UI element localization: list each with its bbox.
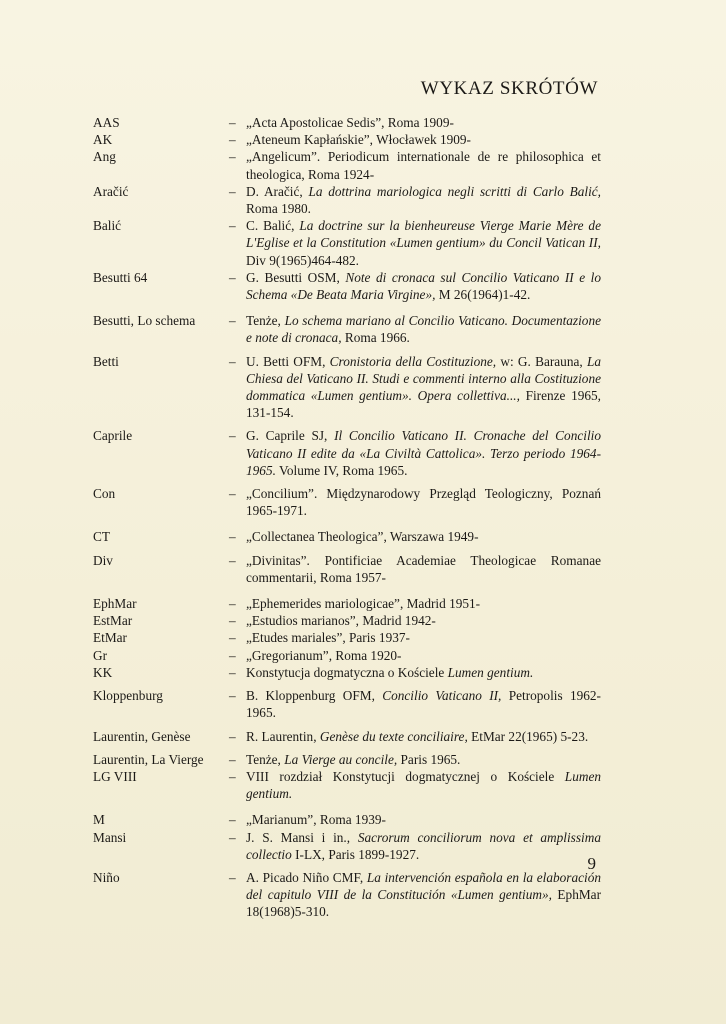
entry-dash: – (229, 812, 236, 828)
italic-title-text: La Vierge au concile, (284, 751, 398, 767)
abbreviation-description (246, 131, 601, 148)
abbreviation-description (246, 612, 601, 629)
entry-dash: – (229, 428, 236, 444)
abbreviation-entry (93, 829, 601, 863)
entry-dash: – (229, 115, 236, 130)
entry-dash: – (229, 647, 236, 663)
description-text: U. Betti OFM, (246, 353, 330, 369)
abbreviation-entry (93, 269, 601, 303)
description-text: G. Besutti OSM, (246, 269, 346, 285)
description-text: VIII rozdział Konstytucji dogmatycznej o Kościele (246, 768, 565, 784)
abbreviation-entry (93, 595, 601, 612)
description-text: M 26(1964)1-42. (435, 287, 531, 303)
abbreviation-description (246, 768, 601, 802)
abbreviation-entry (93, 751, 601, 768)
abbreviation-description (246, 629, 601, 646)
abbreviation-description (246, 528, 601, 545)
description-text: Tenże, (246, 313, 285, 329)
entry-dash: – (229, 664, 236, 680)
italic-title-text: Note di cronaca sul Concilio Vaticano II e lo Schema «De Beata Maria Virgine», (246, 269, 601, 303)
description-text: I-LX, Paris 1899-1927. (291, 846, 420, 862)
abbreviation-entry (93, 183, 601, 217)
abbreviation-term: EtMar (93, 630, 127, 646)
abbreviation-entry (93, 131, 601, 148)
abbreviation-description (246, 312, 601, 346)
abbreviation-entry (93, 687, 601, 721)
abbreviation-term: Laurentin, Genèse (93, 728, 191, 744)
entry-dash: – (229, 869, 236, 885)
entry-dash: – (229, 728, 236, 744)
abbreviation-description (246, 148, 601, 182)
description-text: C. Balić, (246, 218, 300, 234)
abbreviation-term: Besutti 64 (93, 269, 148, 285)
abbreviation-entry (93, 353, 601, 422)
description-text: „Marianum”, Roma 1939- (246, 812, 386, 828)
abbreviation-term: EphMar (93, 596, 137, 612)
abbreviation-term: Balić (93, 218, 122, 234)
description-text: Roma 1980. (246, 201, 312, 217)
abbreviation-term: Niño (93, 869, 120, 885)
entry-dash: – (229, 149, 236, 165)
entry-dash: – (229, 630, 236, 646)
description-text: Paris 1965. (397, 751, 461, 767)
abbreviation-term: M (93, 812, 105, 828)
entry-dash: – (229, 269, 236, 285)
entry-dash: – (229, 183, 236, 199)
abbreviation-term: LG VIII (93, 768, 137, 784)
italic-title-text: La doctrine sur la bienheureuse Vierge Marie Mère de L'Eglise et la Constitution «Lumen gentium» du Concil Vatican II, (246, 218, 601, 251)
abbreviation-description (246, 217, 601, 269)
entry-dash: – (229, 768, 236, 784)
description-text: D. Aračić, (246, 183, 309, 199)
description-text: Roma 1966. (341, 330, 410, 346)
description-text: „Acta Apostolicae Sedis”, Roma 1909- (246, 115, 454, 130)
abbreviation-term: KK (93, 664, 113, 680)
abbreviation-description (246, 869, 601, 921)
entry-dash: – (229, 552, 236, 568)
abbreviation-term: Laurentin, La Vierge (93, 751, 204, 767)
abbreviation-entry (93, 612, 601, 629)
italic-title-text: Il Concilio Vaticano II. Cronache del Concilio Vaticano II edite da «La Civiltà Cattolica». Terzo periodo 1964-1965. (246, 428, 601, 478)
abbreviation-term: EstMar (93, 613, 133, 629)
abbreviation-entry (93, 811, 601, 828)
description-text: „Concilium”. Międzynarodowy Przegląd Teologiczny, Poznań 1965-1971. (246, 486, 601, 519)
abbreviation-entry (93, 427, 601, 479)
italic-title-text: Genèse du texte conciliaire, (319, 728, 468, 744)
abbreviation-term: Con (93, 486, 116, 502)
abbreviation-description (246, 183, 601, 217)
abbreviation-term: Ang (93, 149, 116, 165)
italic-title-text: Cronistoria della Costituzione, (329, 353, 497, 369)
description-text: B. Kloppenburg OFM, (246, 688, 383, 704)
abbreviation-entry (93, 217, 601, 269)
abbreviation-description (246, 114, 601, 131)
description-text: „Gregorianum”, Roma 1920- (246, 647, 402, 663)
abbreviation-entry (93, 869, 601, 921)
description-text: R. Laurentin, (246, 728, 320, 744)
abbreviation-entry (93, 629, 601, 646)
description-text: Petropolis 1962-1965. (246, 688, 601, 721)
description-text: „Ephemerides mariologicae”, Madrid 1951- (246, 596, 481, 612)
italic-title-text: Lo schema mariano al Concilio Vaticano. Documentazione e note di cronaca, (246, 313, 601, 346)
abbreviation-description (246, 427, 601, 479)
italic-title-text: La Chiesa del Vaticano II. Studi e commenti interno alla Costituzione dommatica «Lumen gentium». Opera collettiva..., (246, 353, 601, 404)
abbreviation-term: CT (93, 529, 110, 545)
entry-dash: – (229, 829, 236, 845)
abbreviation-description (246, 751, 601, 768)
entry-dash: – (229, 613, 236, 629)
abbreviation-entry (93, 728, 601, 745)
page-title: WYKAZ SKRÓTÓW (420, 78, 598, 99)
abbreviation-entry (93, 148, 601, 182)
abbreviation-entry (93, 114, 601, 131)
abbreviation-term: AAS (93, 115, 120, 130)
abbreviation-description (246, 485, 601, 519)
entry-dash: – (229, 132, 236, 148)
abbreviation-description (246, 552, 601, 586)
entry-dash: – (229, 313, 236, 329)
abbreviation-entry (93, 664, 601, 681)
abbreviation-description (246, 353, 601, 422)
italic-title-text: La dottrina mariologica negli scritti di Carlo Balić, (308, 183, 601, 199)
abbreviation-description (246, 829, 601, 863)
abbreviation-entry (93, 647, 601, 664)
entry-dash: – (229, 688, 236, 704)
abbreviation-description (246, 269, 601, 303)
abbreviation-term: Gr (93, 647, 108, 663)
description-text: EphMar 18(1968)5-310. (246, 887, 601, 920)
abbreviation-list (93, 114, 601, 921)
abbreviation-term: Besutti, Lo schema (93, 313, 196, 329)
abbreviation-term: Kloppenburg (93, 688, 163, 704)
description-text: Div 9(1965)464-482. (246, 252, 360, 268)
entry-dash: – (229, 353, 236, 369)
description-text: „Divinitas”. Pontificiae Academiae Theologicae Romanae commentarii, Roma 1957- (246, 552, 601, 585)
entry-dash: – (229, 486, 236, 502)
description-text: Konstytucja dogmatyczna o Kościele (246, 664, 448, 680)
description-text: Volume IV, Roma 1965. (275, 462, 408, 478)
description-text: w: G. Barauna, (496, 353, 587, 369)
abbreviation-description (246, 728, 601, 745)
description-text: „Angelicum”. Periodicum internationale de re philosophica et theologica, Roma 1924- (246, 149, 601, 182)
abbreviation-term: Mansi (93, 829, 127, 845)
italic-title-text: Lumen gentium. (246, 768, 601, 802)
description-text: „Collectanea Theologica”, Warszawa 1949- (246, 529, 479, 545)
abbreviation-term: Caprile (93, 428, 133, 444)
abbreviation-entry (93, 528, 601, 545)
italic-title-text: Sacrorum conciliorum nova et amplissima collectio (246, 829, 601, 862)
entry-dash: – (229, 218, 236, 234)
entry-dash: – (229, 529, 236, 545)
abbreviation-description (246, 811, 601, 828)
abbreviation-term: Aračić (93, 183, 129, 199)
description-text: „Etudes mariales”, Paris 1937- (246, 630, 410, 646)
description-text: Tenże, (246, 751, 285, 767)
entry-dash: – (229, 751, 236, 767)
abbreviation-entry (93, 552, 601, 586)
description-text: J. S. Mansi i in., (246, 829, 358, 845)
description-text: G. Caprile SJ, (246, 428, 335, 444)
abbreviation-term: AK (93, 132, 113, 148)
description-text: „Estudios marianos”, Madrid 1942- (246, 613, 436, 629)
description-text: Firenze 1965, 131-154. (246, 388, 601, 421)
abbreviation-term: Betti (93, 353, 119, 369)
italic-title-text: Concilio Vaticano II, (382, 688, 502, 704)
page-number: 9 (587, 854, 596, 873)
italic-title-text: La intervención española en la elaboración del capitulo VIII de la Constitución «Lumen gentium», (246, 869, 601, 903)
abbreviation-entry (93, 312, 601, 346)
abbreviation-description (246, 647, 601, 664)
abbreviation-entry (93, 768, 601, 802)
abbreviation-description (246, 687, 601, 721)
description-text: EtMar 22(1965) 5-23. (467, 728, 589, 744)
description-text: „Ateneum Kapłańskie”, Włocławek 1909- (246, 132, 471, 148)
abbreviation-term: Div (93, 552, 113, 568)
description-text: A. Picado Niño CMF, (246, 869, 367, 885)
italic-title-text: Lumen gentium. (447, 664, 534, 680)
abbreviation-description (246, 664, 601, 681)
abbreviation-entry (93, 485, 601, 519)
abbreviation-description (246, 595, 601, 612)
entry-dash: – (229, 596, 236, 612)
